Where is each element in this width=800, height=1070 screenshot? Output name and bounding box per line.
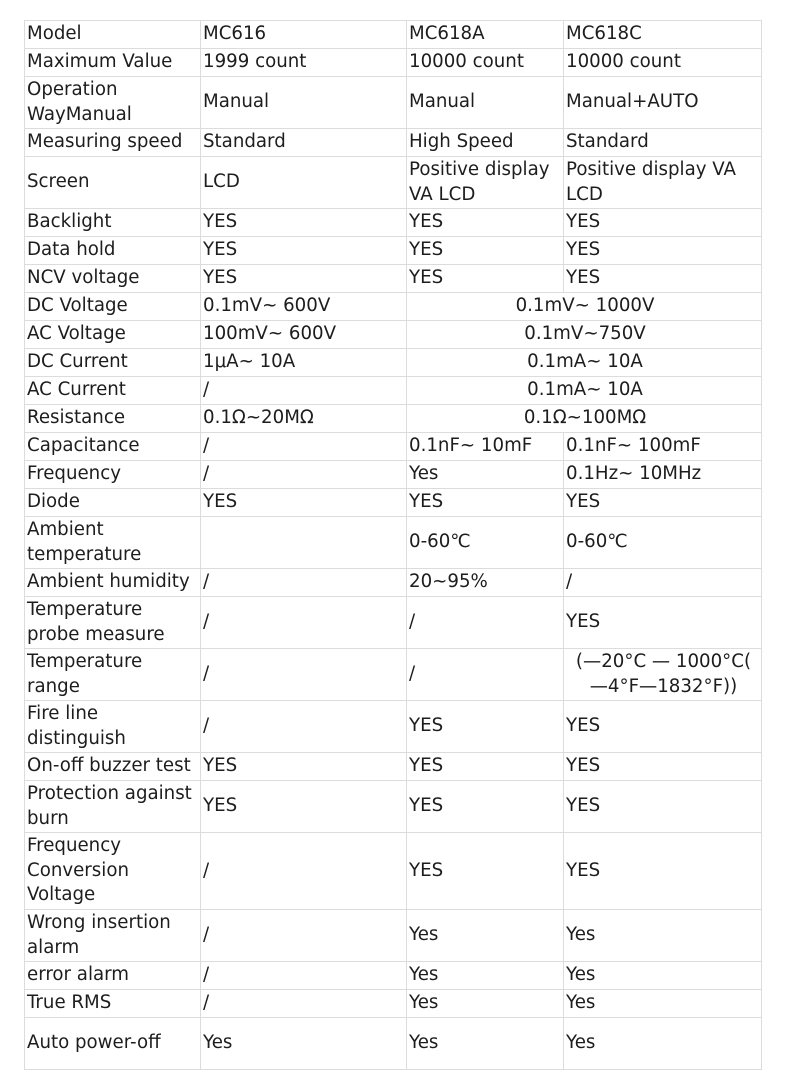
- table-cell: /: [201, 597, 407, 649]
- table-row: [25, 781, 762, 833]
- row-label-cell: On-off buzzer test: [25, 753, 201, 781]
- table-cell: Yes: [564, 990, 762, 1018]
- table-row: [25, 293, 762, 321]
- row-label-cell: DC Current: [25, 349, 201, 377]
- table-cell: YES: [564, 237, 762, 265]
- table-cell: Positive display VA LCD: [564, 157, 762, 209]
- row-label-cell: Measuring speed: [25, 129, 201, 157]
- table-cell: 10000 count: [407, 49, 564, 77]
- table-cell: /: [201, 461, 407, 489]
- table-cell: Manual: [407, 77, 564, 129]
- table-row: [25, 405, 762, 433]
- table-row: [25, 321, 762, 349]
- table-cell: /: [201, 569, 407, 597]
- table-row: [25, 569, 762, 597]
- row-label-cell: Ambient humidity: [25, 569, 201, 597]
- table-cell: MC618C: [564, 21, 762, 49]
- row-label-cell: error alarm: [25, 962, 201, 990]
- table-cell: Manual: [201, 77, 407, 129]
- table-row: [25, 265, 762, 293]
- table-cell: /: [407, 597, 564, 649]
- table-cell: Manual+AUTO: [564, 77, 762, 129]
- table-row: [25, 237, 762, 265]
- table-cell: YES: [564, 833, 762, 910]
- table-cell: YES: [564, 701, 762, 753]
- table-row: [25, 910, 762, 962]
- table-cell: Standard: [564, 129, 762, 157]
- table-cell: Yes: [407, 461, 564, 489]
- row-label-cell: Fire line distinguish: [25, 701, 201, 753]
- row-label-cell: AC Current: [25, 377, 201, 405]
- table-cell: YES: [564, 265, 762, 293]
- table-cell: 0.1Hz~ 10MHz: [564, 461, 762, 489]
- table-cell: 10000 count: [564, 49, 762, 77]
- table-cell: YES: [407, 237, 564, 265]
- table-cell: /: [201, 910, 407, 962]
- table-cell: YES: [201, 753, 407, 781]
- row-label-cell: Model: [25, 21, 201, 49]
- table-cell: Yes: [201, 1018, 407, 1070]
- table-cell: Yes: [407, 962, 564, 990]
- table-cell: YES: [407, 833, 564, 910]
- row-label-cell: Wrong insertion alarm: [25, 910, 201, 962]
- table-row: [25, 77, 762, 129]
- table-cell: Yes: [564, 1018, 762, 1070]
- table-cell: /: [201, 962, 407, 990]
- table-cell: 1999 count: [201, 49, 407, 77]
- table-cell: 1μA~ 10A: [201, 349, 407, 377]
- table-row: [25, 349, 762, 377]
- table-row: [25, 597, 762, 649]
- row-label-cell: NCV voltage: [25, 265, 201, 293]
- row-label-cell: Maximum Value: [25, 49, 201, 77]
- table-cell: (—20°C — 1000°C( —4°F—1832°F)): [564, 649, 762, 701]
- row-label-cell: Frequency Conversion Voltage: [25, 833, 201, 910]
- table-cell: Yes: [564, 962, 762, 990]
- table-cell: YES: [407, 489, 564, 517]
- table-row: [25, 833, 762, 910]
- table-row: [25, 489, 762, 517]
- table-cell: Yes: [407, 1018, 564, 1070]
- table-row: [25, 157, 762, 209]
- row-label-cell: Temperature range: [25, 649, 201, 701]
- merged-cell: 0.1mA~ 10A: [407, 349, 762, 377]
- table-cell: 20~95%: [407, 569, 564, 597]
- table-cell: YES: [201, 237, 407, 265]
- table-row: [25, 209, 762, 237]
- table-cell: MC618A: [407, 21, 564, 49]
- table-cell: YES: [564, 489, 762, 517]
- table-cell: /: [201, 701, 407, 753]
- table-cell: 0.1Ω~20MΩ: [201, 405, 407, 433]
- table-cell: YES: [407, 265, 564, 293]
- table-cell: YES: [407, 781, 564, 833]
- row-label-cell: DC Voltage: [25, 293, 201, 321]
- row-label-cell: Auto power-off: [25, 1018, 201, 1070]
- row-label-cell: Frequency: [25, 461, 201, 489]
- table-cell: /: [201, 833, 407, 910]
- row-label-cell: Temperature probe measure: [25, 597, 201, 649]
- table-cell: YES: [407, 701, 564, 753]
- table-row: [25, 962, 762, 990]
- table-cell: MC616: [201, 21, 407, 49]
- table-cell: [201, 517, 407, 569]
- table-cell: 100mV~ 600V: [201, 321, 407, 349]
- row-label-cell: AC Voltage: [25, 321, 201, 349]
- row-label-cell: Screen: [25, 157, 201, 209]
- table-cell: YES: [407, 753, 564, 781]
- table-row: [25, 377, 762, 405]
- merged-cell: 0.1mV~ 1000V: [407, 293, 762, 321]
- table-cell: /: [407, 649, 564, 701]
- table-cell: YES: [201, 781, 407, 833]
- table-cell: 0-60℃: [564, 517, 762, 569]
- table-cell: Positive display VA LCD: [407, 157, 564, 209]
- table-row: [25, 21, 762, 49]
- table-cell: High Speed: [407, 129, 564, 157]
- table-row: [25, 990, 762, 1018]
- row-label-cell: Resistance: [25, 405, 201, 433]
- table-row: [25, 701, 762, 753]
- table-row: [25, 649, 762, 701]
- table-cell: 0.1nF~ 100mF: [564, 433, 762, 461]
- spec-comparison-table: [24, 20, 762, 1070]
- table-cell: Standard: [201, 129, 407, 157]
- table-row: [25, 129, 762, 157]
- merged-cell: 0.1mA~ 10A: [407, 377, 762, 405]
- table-cell: /: [201, 377, 407, 405]
- table-row: [25, 517, 762, 569]
- table-row: [25, 461, 762, 489]
- merged-cell: 0.1Ω~100MΩ: [407, 405, 762, 433]
- table-cell: /: [201, 990, 407, 1018]
- row-label-cell: Operation WayManual: [25, 77, 201, 129]
- table-row: [25, 49, 762, 77]
- table-cell: Yes: [564, 910, 762, 962]
- row-label-cell: Data hold: [25, 237, 201, 265]
- table-cell: /: [201, 433, 407, 461]
- row-label-cell: Backlight: [25, 209, 201, 237]
- table-cell: YES: [564, 209, 762, 237]
- table-cell: YES: [201, 209, 407, 237]
- row-label-cell: Ambient temperature: [25, 517, 201, 569]
- table-cell: /: [201, 649, 407, 701]
- table-row: [25, 1018, 762, 1070]
- table-row: [25, 433, 762, 461]
- row-label-cell: Capacitance: [25, 433, 201, 461]
- table-cell: YES: [564, 781, 762, 833]
- table-cell: YES: [201, 489, 407, 517]
- table-cell: YES: [564, 597, 762, 649]
- row-label-cell: True RMS: [25, 990, 201, 1018]
- table-cell: LCD: [201, 157, 407, 209]
- table-cell: 0.1mV~ 600V: [201, 293, 407, 321]
- table-cell: 0.1nF~ 10mF: [407, 433, 564, 461]
- table-cell: YES: [564, 753, 762, 781]
- merged-cell: 0.1mV~750V: [407, 321, 762, 349]
- row-label-cell: Protection against burn: [25, 781, 201, 833]
- table-cell: Yes: [407, 990, 564, 1018]
- table-row: [25, 753, 762, 781]
- table-cell: /: [564, 569, 762, 597]
- table-cell: YES: [201, 265, 407, 293]
- table-cell: YES: [407, 209, 564, 237]
- row-label-cell: Diode: [25, 489, 201, 517]
- table-cell: Yes: [407, 910, 564, 962]
- table-cell: 0-60℃: [407, 517, 564, 569]
